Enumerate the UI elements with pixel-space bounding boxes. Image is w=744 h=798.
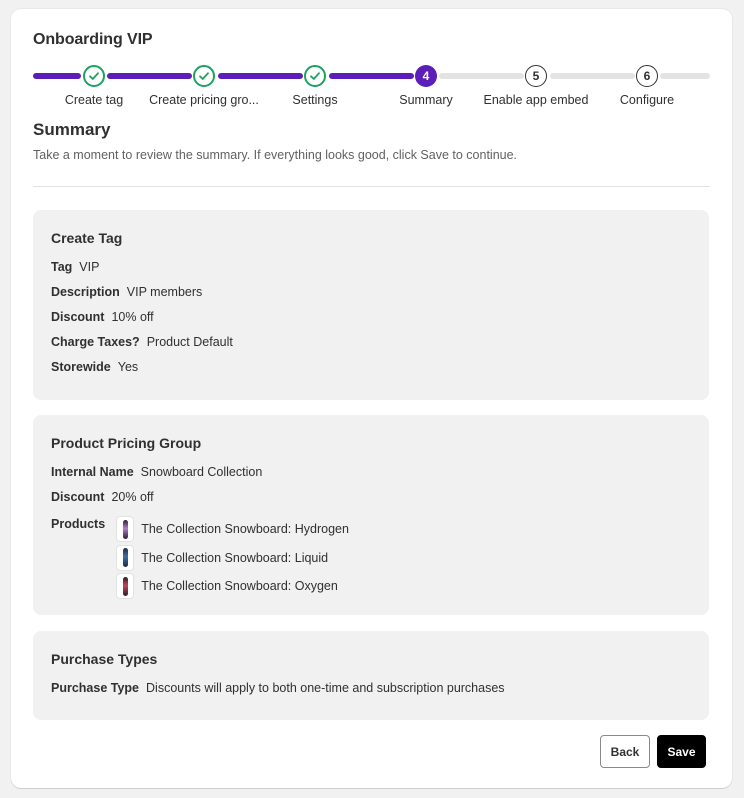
row-value: Yes — [117, 360, 139, 374]
row-value: VIP — [79, 260, 100, 274]
section-description: Take a moment to review the summary. If everything looks good, click Save to continue. — [33, 148, 518, 162]
section-title: Summary — [33, 120, 111, 139]
step-number: 5 — [525, 65, 547, 87]
product-thumbnail — [117, 574, 133, 598]
products-row — [51, 515, 691, 601]
product-item — [117, 544, 349, 573]
row-value: Product Default — [146, 335, 233, 349]
step-configure[interactable] — [587, 64, 707, 107]
step-label: Configure — [619, 93, 675, 107]
step-label: Create tag — [64, 93, 124, 107]
product-list — [117, 515, 349, 601]
step-label: Create pricing gro... — [149, 93, 259, 107]
product-thumbnail — [117, 517, 133, 541]
summary-row — [51, 285, 691, 310]
row-label: Discount — [51, 310, 105, 324]
step-create-tag[interactable] — [34, 64, 154, 107]
snowboard-image — [123, 577, 128, 596]
row-value: 10% off — [111, 310, 154, 324]
page-title: Onboarding VIP — [33, 31, 153, 48]
row-value: 20% off — [111, 490, 154, 504]
purchase-types-panel — [33, 631, 709, 720]
step-number: 4 — [415, 65, 437, 87]
summary-row — [51, 310, 691, 335]
divider — [33, 186, 710, 187]
step-number: 6 — [636, 65, 658, 87]
summary-row — [51, 465, 691, 490]
check-icon — [193, 65, 215, 87]
back-button[interactable]: Back — [600, 735, 650, 768]
panel-title: Create Tag — [51, 230, 123, 246]
summary-row — [51, 260, 691, 285]
row-label: Storewide — [51, 360, 111, 374]
summary-row — [51, 335, 691, 360]
onboarding-card — [11, 9, 732, 788]
row-label: Discount — [51, 490, 105, 504]
product-name: The Collection Snowboard: Liquid — [141, 550, 329, 565]
product-name: The Collection Snowboard: Oxygen — [141, 579, 338, 594]
snowboard-image — [123, 548, 128, 567]
check-icon — [304, 65, 326, 87]
product-item — [117, 515, 349, 544]
save-button[interactable]: Save — [657, 735, 706, 768]
product-name: The Collection Snowboard: Hydrogen — [141, 522, 349, 537]
row-label: Internal Name — [51, 465, 134, 479]
row-label: Purchase Type — [51, 681, 140, 695]
step-create-pricing-group[interactable] — [144, 64, 264, 107]
row-label: Products — [51, 517, 106, 531]
check-icon — [83, 65, 105, 87]
row-label: Description — [51, 285, 120, 299]
step-label: Enable app embed — [483, 93, 589, 107]
create-tag-panel — [33, 210, 709, 400]
progress-stepper — [33, 64, 710, 112]
summary-row — [51, 681, 691, 706]
row-label: Charge Taxes? — [51, 335, 140, 349]
row-label: Tag — [51, 260, 73, 274]
summary-row — [51, 490, 691, 515]
row-value: VIP members — [126, 285, 203, 299]
step-label: Summary — [399, 93, 453, 107]
panel-title: Purchase Types — [51, 651, 158, 667]
product-thumbnail — [117, 546, 133, 570]
summary-row — [51, 360, 691, 385]
product-pricing-group-panel — [33, 415, 709, 615]
row-value: Snowboard Collection — [140, 465, 263, 479]
step-label: Settings — [292, 93, 338, 107]
step-summary[interactable] — [366, 64, 486, 107]
row-value: Discounts will apply to both one-time and subscription purchases — [146, 681, 505, 695]
step-enable-app-embed[interactable] — [476, 64, 596, 107]
product-item — [117, 572, 349, 601]
panel-title: Product Pricing Group — [51, 435, 202, 451]
step-settings[interactable] — [255, 64, 375, 107]
snowboard-image — [123, 520, 128, 539]
